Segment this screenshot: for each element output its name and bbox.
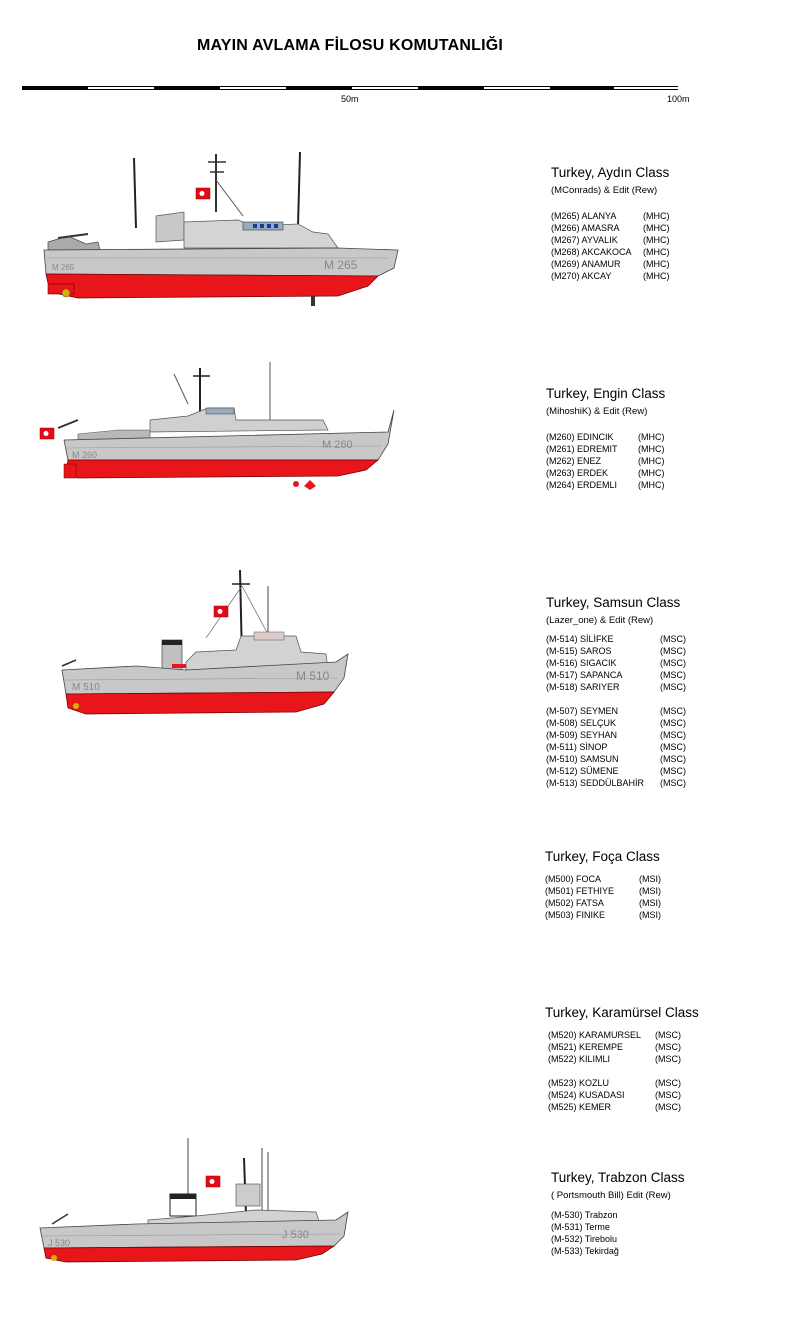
ship-list <box>551 1209 685 1257</box>
list-item: (M266) AMASRA (MHC) <box>551 223 670 233</box>
class-title: Turkey, Trabzon Class <box>551 1170 685 1185</box>
hull-number-aydin: M 265 <box>324 258 358 272</box>
list-item: (M523) KOZLU (MSC) <box>548 1078 681 1088</box>
class-credit: (MihoshiK) & Edit (Rew) <box>546 406 648 417</box>
ship-list <box>545 1029 699 1113</box>
list-item: (M524) KUSADASI (MSC) <box>548 1090 681 1100</box>
ship-list <box>545 873 661 921</box>
class-block-trabzon <box>551 1170 685 1257</box>
list-item: (M264) ERDEMLI (MHC) <box>546 480 665 490</box>
ship-list <box>551 210 670 282</box>
list-item: (M502) FATSA (MSI) <box>545 898 661 908</box>
class-credit: (MConrads) & Edit (Rew) <box>551 185 658 196</box>
list-item: (M-517) SAPANCA (MSC) <box>546 670 686 680</box>
class-block-karamursel <box>545 1005 699 1113</box>
list-item: (M268) AKCAKOCA (MHC) <box>551 247 670 257</box>
list-item: (M-507) SEYMEN (MSC) <box>546 706 686 716</box>
list-item: (M-512) SÜMENE (MSC) <box>546 766 686 776</box>
list-item: (M263) ERDEK (MHC) <box>546 468 665 478</box>
list-item: (M-514) SİLİFKE (MSC) <box>546 634 686 644</box>
list-item: (M260) EDINCIK (MHC) <box>546 432 665 442</box>
scale-bar <box>22 86 678 90</box>
list-item: (M-532) Tirebolu <box>551 1234 618 1244</box>
class-title: Turkey, Karamürsel Class <box>545 1005 699 1020</box>
class-title: Turkey, Samsun Class <box>546 595 681 610</box>
list-item: (M-530) Trabzon <box>551 1210 618 1220</box>
list-item: (M269) ANAMUR (MHC) <box>551 259 670 269</box>
list-item: (M500) FOCA (MSI) <box>545 874 661 884</box>
class-block-engin <box>546 386 665 491</box>
list-item: (M501) FETHIYE (MSI) <box>545 886 661 896</box>
list-item: (M-516) SIGACIK (MSC) <box>546 658 686 668</box>
class-credit: ( Portsmouth Bill) Edit (Rew) <box>551 1190 671 1201</box>
scale-label-50: 50m <box>341 94 359 104</box>
list-item: (M-508) SELÇUK (MSC) <box>546 718 686 728</box>
list-item: (M265) ALANYA (MHC) <box>551 211 670 221</box>
class-title: Turkey, Foça Class <box>545 849 660 864</box>
class-credit: (Lazer_one) & Edit (Rew) <box>546 615 654 626</box>
list-item: (M-515) SAROS (MSC) <box>546 646 686 656</box>
list-item: (M267) AYVALIK (MHC) <box>551 235 670 245</box>
list-item: (M-518) SARIYER (MSC) <box>546 682 686 692</box>
list-item: (M-510) SAMSUN (MSC) <box>546 754 686 764</box>
list-item: (M503) FINIKE (MSI) <box>545 910 661 920</box>
list-item: (M-509) SEYHAN (MSC) <box>546 730 686 740</box>
scale-label-100: 100m <box>667 94 690 104</box>
ship-drawing-samsun <box>56 566 356 716</box>
class-block-samsun <box>546 595 686 789</box>
ship-list <box>546 431 665 491</box>
list-item: (M525) KEMER (MSC) <box>548 1102 681 1112</box>
list-item: (M-531) Terme <box>551 1222 610 1232</box>
list-item: (M521) KEREMPE (MSC) <box>548 1042 681 1052</box>
class-block-foca <box>545 849 661 921</box>
ship-list <box>546 633 686 789</box>
hull-number-samsun: M 510 <box>296 669 330 683</box>
ship-drawing-aydin <box>38 150 408 310</box>
list-item: (M-533) Tekirdağ <box>551 1246 619 1256</box>
list-item: (M-511) SİNOP (MSC) <box>546 742 686 752</box>
list-item: (M270) AKCAY (MHC) <box>551 271 670 281</box>
ship-drawing-engin <box>38 360 408 495</box>
list-item: (M520) KARAMURSEL (MSC) <box>548 1030 681 1040</box>
list-item: (M-513) SEDDÜLBAHİR (MSC) <box>546 778 686 788</box>
stern-number-samsun: M 510 <box>72 682 100 693</box>
page-title: MAYIN AVLAMA FİLOSU KOMUTANLIĞI <box>196 37 504 54</box>
class-block-aydin <box>551 165 670 282</box>
list-item: (M522) KILIMLI (MSC) <box>548 1054 681 1064</box>
stern-number-trabzon: J 530 <box>48 1238 71 1248</box>
hull-number-engin: M 260 <box>322 439 353 451</box>
hull-number-trabzon: J 530 <box>282 1229 309 1241</box>
ship-drawing-trabzon <box>36 1134 356 1269</box>
list-item: (M261) EDREMIT (MHC) <box>546 444 665 454</box>
list-item: (M262) ENEZ (MHC) <box>546 456 665 466</box>
class-title: Turkey, Engin Class <box>546 386 666 401</box>
stern-number-engin: M 260 <box>72 450 98 460</box>
stern-number-aydin: M 265 <box>52 263 75 272</box>
class-title: Turkey, Aydın Class <box>551 165 670 180</box>
